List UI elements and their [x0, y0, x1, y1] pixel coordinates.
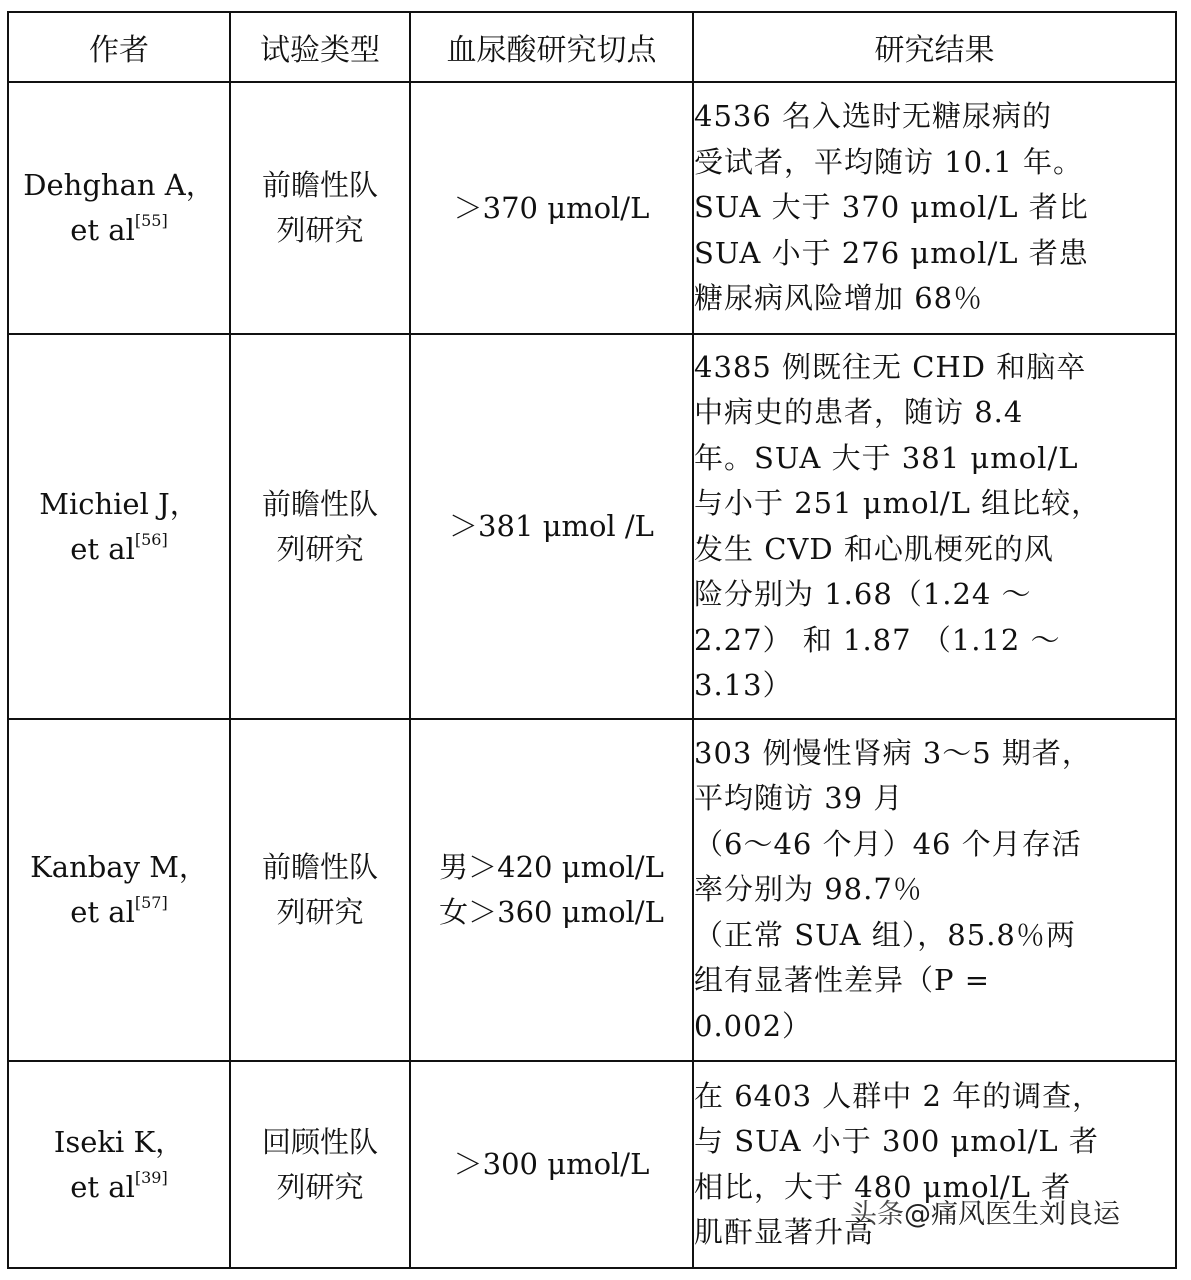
result-cell: 在 6403 人群中 2 年的调查， 与 SUA 小于 300 μmol/L 者 相比，大于 480 μmol/L 者 肌酐显著升高: [693, 1061, 1176, 1268]
cutoff-cell: ＞381 μmol /L: [410, 334, 693, 719]
header-trial-type: 试验类型: [230, 12, 410, 82]
author-cell: [8, 82, 230, 334]
result-cell: 4385 例既往无 CHD 和脑卒 中病史的患者，随访 8.4 年。SUA 大于 381 μmol/L 与小于 251 μmol/L 组比较， 发生 CVD 和心肌梗死的风 险分别为 1.68（1.24 ～ 2.27） 和 1.87 （1.12 ～ 3.13）: [693, 334, 1176, 719]
table-row: [8, 82, 1176, 334]
author-name: Kanbay M，: [30, 850, 208, 884]
author-etal: et al[55]: [70, 211, 168, 247]
watermark-source: 头条: [850, 1199, 904, 1230]
author-cell: [8, 719, 230, 1061]
header-author: 作者: [8, 12, 230, 82]
reference-number: [55]: [134, 211, 168, 230]
author-etal: et al[57]: [70, 893, 168, 929]
author-etal: et al[56]: [70, 529, 168, 566]
reference-number: [57]: [134, 893, 168, 912]
author-name: Iseki K，: [53, 1124, 185, 1159]
cutoff-cell: 男＞420 μmol/L 女＞360 μmol/L: [410, 719, 693, 1061]
header-study-result: 研究结果: [693, 12, 1176, 82]
author-cell: [8, 1061, 230, 1268]
author-etal: et al[39]: [70, 1167, 168, 1204]
table-row: [8, 1061, 1176, 1268]
table-row: [8, 334, 1176, 719]
cutoff-cell: ＞300 μmol/L: [410, 1061, 693, 1268]
author-name: Dehghan A，: [23, 168, 215, 202]
table-header-row: [8, 12, 1176, 82]
result-cell: 4536 名入选时无糖尿病的 受试者，平均随访 10.1 年。 SUA 大于 370 μmol/L 者比 SUA 小于 276 μmol/L 者患 糖尿病风险增加 68％: [693, 82, 1176, 334]
trial-type-cell: 前瞻性队 列研究: [230, 719, 410, 1061]
author-cell: [8, 334, 230, 719]
trial-type-cell: 前瞻性队 列研究: [230, 334, 410, 719]
table-row: [8, 719, 1176, 1061]
result-cell: 303 例慢性肾病 3～5 期者， 平均随访 39 月 （6～46 个月）46 个月存活 率分别为 98.7％ （正常 SUA 组），85.8％两 组有显著性差异（P = 0.002）: [693, 719, 1176, 1061]
study-table: [7, 11, 1177, 1269]
reference-number: [56]: [134, 529, 168, 549]
trial-type-cell: 前瞻性队 列研究: [230, 82, 410, 334]
watermark-handle: @痛风医生刘良运: [904, 1199, 1120, 1230]
watermark: [850, 1192, 1120, 1231]
author-name: Michiel J，: [39, 486, 199, 521]
reference-number: [39]: [134, 1167, 168, 1187]
trial-type-cell: 回顾性队 列研究: [230, 1061, 410, 1268]
header-uric-acid-cutoff: 血尿酸研究切点: [410, 12, 693, 82]
cutoff-cell: ＞370 μmol/L: [410, 82, 693, 334]
